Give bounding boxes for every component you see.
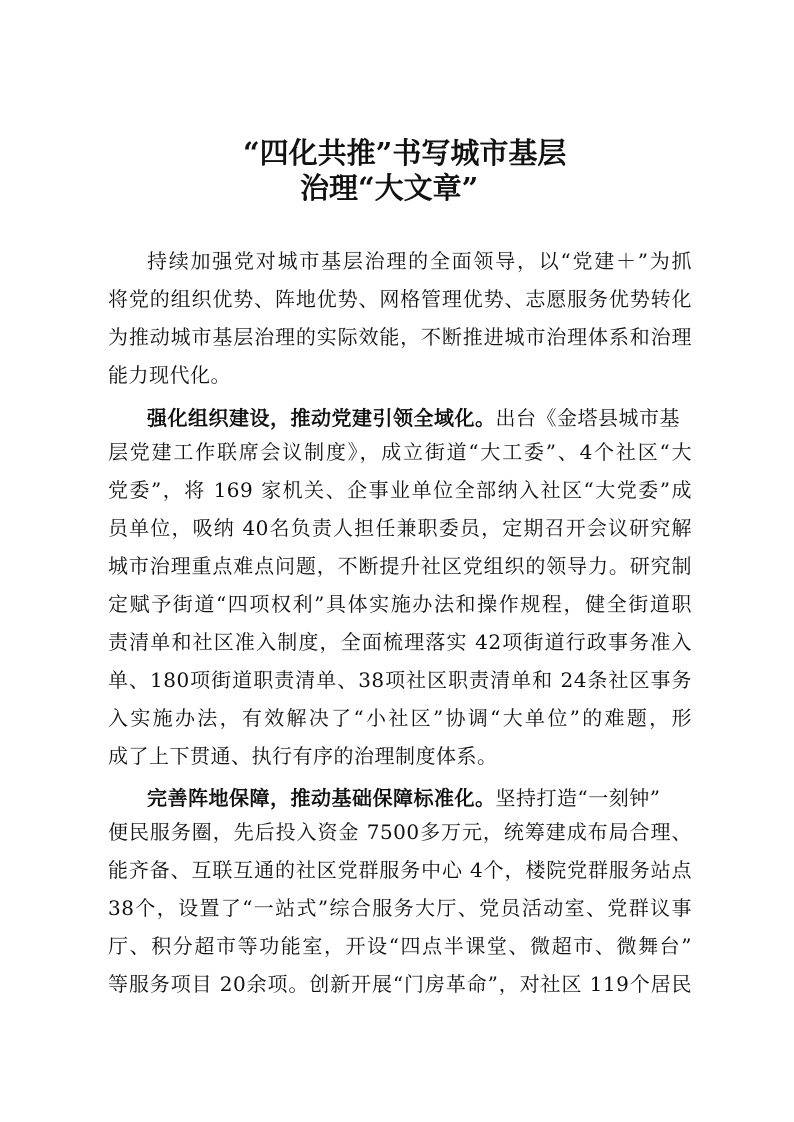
intro-line: 为推动城市基层治理的实际效能，不断推进城市治理体系和治理 — [108, 325, 692, 349]
section2-line: 38个，设置了“一站式”综合服务大厅、党员活动室、党群议事 — [108, 896, 692, 920]
intro-line: 将党的组织优势、阵地优势、网格管理优势、志愿服务优势转化 — [108, 287, 692, 311]
section2-lead: 完善阵地保障，推动基础保障标准化。 — [147, 786, 496, 810]
section1-line: 层党建工作联席会议制度》，成立街道“大工委”、4个社区“大 — [108, 440, 692, 464]
section1-line: 入实施办法，有效解决了“小社区”协调“大单位”的难题，形 — [108, 706, 692, 730]
section1-text: 出台《金塔县城市基 — [495, 406, 680, 430]
section1-line: 城市治理重点难点问题，不断提升社区党组织的领导力。研究制 — [108, 554, 692, 578]
section1-line: 党委”，将 169 家机关、企事业单位全部纳入社区“大党委”成 — [108, 478, 692, 502]
section1-line: 成了上下贯通、执行有序的治理制度体系。 — [108, 744, 498, 768]
title-line-2: 治理“大文章” — [300, 171, 479, 205]
intro-line: 能力现代化。 — [108, 363, 231, 387]
section2-text: 坚持打造“一刻钟” — [495, 786, 661, 810]
section1-lead: 强化组织建设，推动党建引领全域化。 — [147, 406, 496, 430]
section1-line: 责清单和社区准入制度，全面梳理落实 42项街道行政事务准入 — [108, 630, 692, 654]
section1-line: 单、180项街道职责清单、38项社区职责清单和 24条社区事务 — [108, 668, 692, 692]
section2-line: 能齐备、互联互通的社区党群服务中心 4个，楼院党群服务站点 — [108, 858, 692, 882]
section2-line: 厅、积分超市等功能室，开设“四点半课堂、微超市、微舞台” — [108, 934, 692, 958]
section1-line: 员单位，吸纳 40名负责人担任兼职委员，定期召开会议研究解 — [108, 516, 692, 540]
section2-line: 便民服务圈，先后投入资金 7500多万元，统筹建成布局合理、 — [108, 820, 692, 844]
section2-first-line — [147, 786, 692, 810]
section1-first-line — [147, 406, 692, 430]
section1-line: 定赋予街道“四项权利”具体实施办法和操作规程，健全街道职 — [108, 592, 692, 616]
title-line-1: “四化共推”书写城市基层 — [243, 136, 567, 170]
section2-line: 等服务项目 20余项。创新开展“门房革命”，对社区 119个居民 — [108, 972, 692, 996]
intro-line: 持续加强党对城市基层治理的全面领导，以“党建＋”为抓 — [147, 249, 692, 273]
